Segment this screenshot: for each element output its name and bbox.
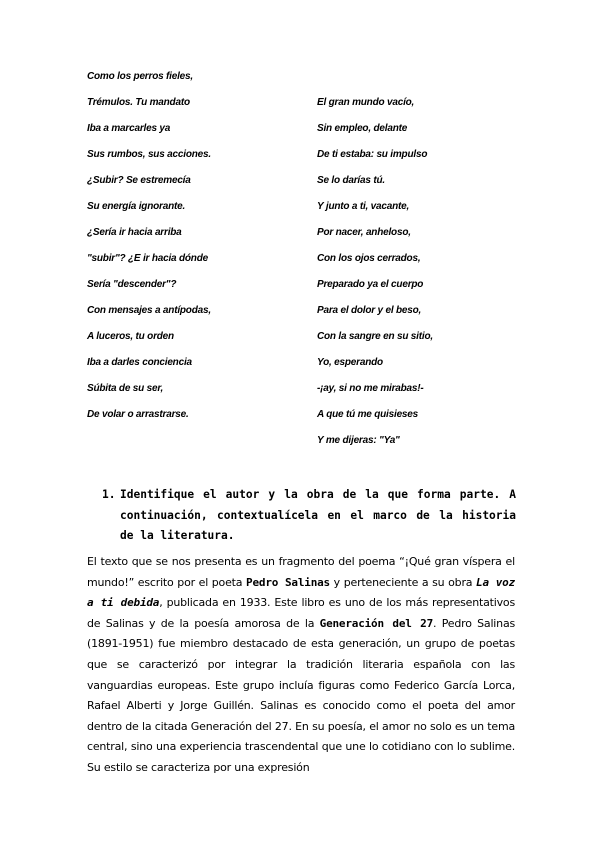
- answer-text-1: El texto que se nos presenta es un fragmento del poema “¡Qué gran víspera el mundo!” escrito por el poeta: [87, 555, 515, 589]
- poem-line: A que tú me quisieses: [317, 409, 419, 420]
- poem-line: Como los perros fieles,: [87, 71, 193, 82]
- poem-line: A luceros, tu orden: [87, 331, 174, 342]
- poem-right-column: [317, 90, 433, 454]
- poem-line: ¿Subir? Se estremecía: [87, 175, 191, 186]
- poem-line: "subir"? ¿E ir hacia dónde: [87, 253, 208, 264]
- question-item: [102, 485, 516, 547]
- author-name: Pedro Salinas: [246, 575, 330, 589]
- poem-line: Con los ojos cerrados,: [317, 253, 421, 264]
- poem-line: Yo, esperando: [317, 357, 383, 368]
- poem-line: -¡ay, si no me mirabas!-: [317, 383, 424, 394]
- poem-line: El gran mundo vacío,: [317, 97, 415, 108]
- poem-line: Con la sangre en su sitio,: [317, 331, 433, 342]
- poem-line: Sus rumbos, sus acciones.: [87, 149, 211, 160]
- poem-line: Preparado ya el cuerpo: [317, 279, 424, 290]
- poem-line: ¿Sería ir hacia arriba: [87, 227, 182, 238]
- poem-line: Con mensajes a antípodas,: [87, 305, 211, 316]
- poem-line: Sin empleo, delante: [317, 123, 408, 134]
- poem-line: Iba a marcarles ya: [87, 123, 171, 134]
- poem-line: Iba a darles conciencia: [87, 357, 192, 368]
- poem-line: Por nacer, anheloso,: [317, 227, 411, 238]
- poem-line: Y junto a ti, vacante,: [317, 201, 410, 212]
- poem-line: Se lo darías tú.: [317, 175, 385, 186]
- poem-line: Y me dijeras: "Ya": [317, 435, 400, 446]
- answer-text-3: , publicada en 1933. Este libro es uno de los más representativos de Salinas y de la poesía amorosa de la: [87, 596, 515, 630]
- poem-line: De ti estaba: su impulso: [317, 149, 428, 160]
- answer-text-2: y perteneciente a su obra: [329, 575, 477, 589]
- poem-left-column: [87, 64, 211, 428]
- generation-name: Generación del 27: [319, 616, 434, 630]
- poem-line: Súbita de su ser,: [87, 383, 164, 394]
- poem-line: Sería "descender"?: [87, 279, 177, 290]
- work-title: La voz a ti debida: [87, 575, 515, 610]
- answer-paragraph: [87, 552, 515, 779]
- answer-text-4: . Pedro Salinas (1891-1951) fue miembro destacado de esta generación, un grupo de poetas que se caracterizó por integrar la tradición literaria española con las vanguardias europeas. Este grupo incluía figuras como Federico García Lorca, Rafael Alberti y Jorge Guillén. Salinas es conocido como el poeta del amor dentro de la citada Generación del 27. En su poesía, el amor no solo es un tema central, sino una experiencia trascendental que une lo cotidiano con lo sublime. Su estilo se caracteriza por una expresión: [87, 616, 516, 774]
- poem-line: Para el dolor y el beso,: [317, 305, 422, 316]
- question-number: 1.: [102, 488, 116, 501]
- poem-line: Trémulos. Tu mandato: [87, 97, 190, 108]
- poem-line: Su energía ignorante.: [87, 201, 186, 212]
- poem-line: De volar o arrastrarse.: [87, 409, 189, 420]
- question-text: Identifique el autor y la obra de la que forma parte. A continuación, contextualícela en el marco de la historia de la literatura.: [120, 488, 516, 542]
